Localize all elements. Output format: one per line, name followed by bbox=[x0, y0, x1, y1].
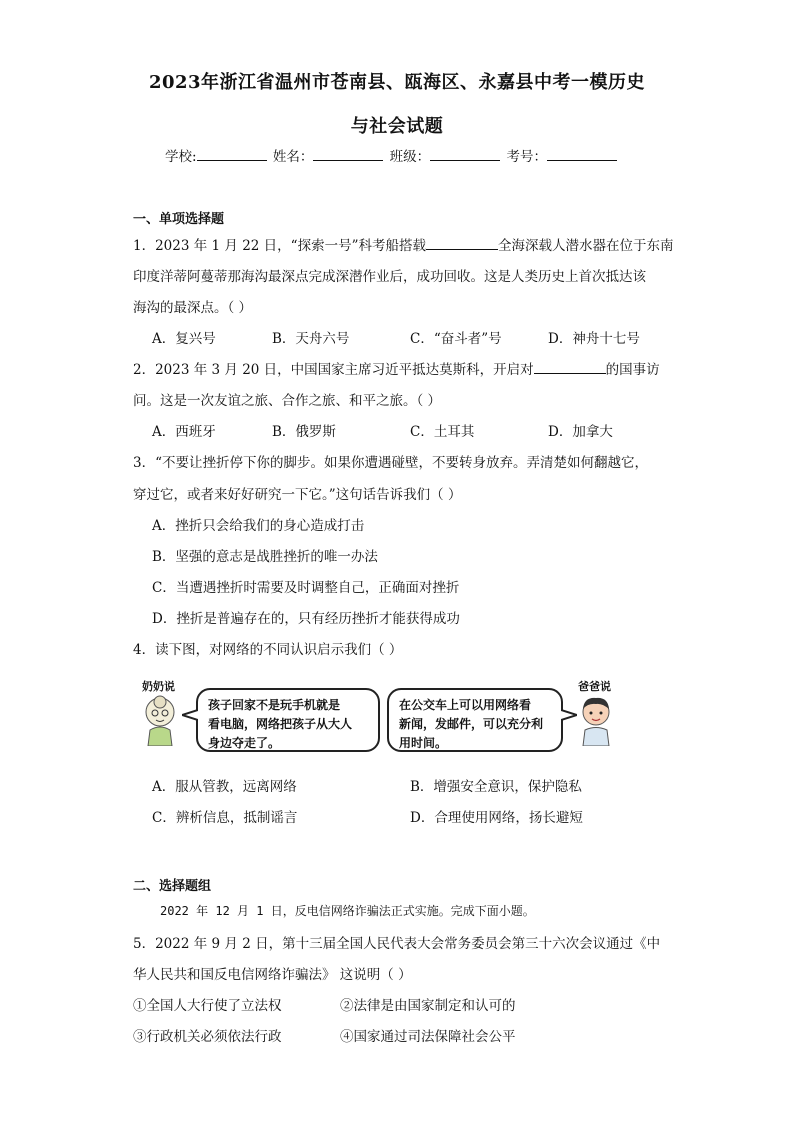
page-title-line1: 2023年浙江省温州市苍南县、瓯海区、永嘉县中考一模历史 bbox=[148, 72, 646, 93]
grandma-avatar-icon bbox=[140, 694, 180, 746]
q5-item-2[interactable]: ②法律是由国家制定和认可的 bbox=[340, 998, 516, 1014]
q1-line3: 海沟的最深点。（ ） bbox=[133, 300, 253, 316]
dad-bubble-line: 用时间。 bbox=[399, 736, 448, 750]
section2-intro: 2022 年 12 月 1 日，反电信网络诈骗法正式实施。完成下面小题。 bbox=[160, 904, 535, 918]
dad-speech-bubble bbox=[387, 688, 563, 752]
exam-no-blank[interactable] bbox=[547, 146, 617, 161]
dad-bubble-line: 在公交车上可以用网络看 bbox=[399, 698, 532, 712]
dad-bubble-tail bbox=[561, 708, 577, 722]
exam-no-label: 考号： bbox=[506, 149, 547, 165]
class-label: 班级： bbox=[389, 149, 431, 165]
q1-blank bbox=[426, 235, 498, 250]
q1-text-a: 1．2023 年 1 月 22 日，“探索一号”科考船搭载 bbox=[133, 238, 426, 254]
section2-heading: 二、选择题组 bbox=[133, 879, 212, 894]
q4-option-b[interactable]: B．增强安全意识，保护隐私 bbox=[410, 779, 582, 795]
q3-option-b[interactable]: B．坚强的意志是战胜挫折的唯一办法 bbox=[152, 549, 378, 565]
school-blank[interactable] bbox=[197, 146, 267, 161]
name-label: 姓名： bbox=[272, 149, 314, 165]
q3-option-c[interactable]: C．当遭遇挫折时需要及时调整自己，正确面对挫折 bbox=[152, 580, 460, 596]
section1-heading: 一、单项选择题 bbox=[133, 212, 225, 227]
grandma-bubble-line: 孩子回家不是玩手机就是 bbox=[208, 698, 341, 712]
q2-option-b[interactable]: B．俄罗斯 bbox=[272, 424, 336, 440]
q3-option-d[interactable]: D．挫折是普遍存在的，只有经历挫折才能获得成功 bbox=[152, 611, 460, 627]
q5-item-1[interactable]: ①全国人大行使了立法权 bbox=[133, 998, 282, 1014]
q2-text-a: 2．2023 年 3 月 20 日，中国国家主席习近平抵达莫斯科，开启对 bbox=[133, 362, 534, 378]
name-blank[interactable] bbox=[313, 146, 383, 161]
q1-option-a[interactable]: A．复兴号 bbox=[152, 331, 216, 347]
q4-line1: 4．读下图，对网络的不同认识启示我们（ ） bbox=[133, 642, 403, 658]
q2-text-b: 的国事访 bbox=[605, 362, 660, 378]
page-title-line2: 与社会试题 bbox=[350, 116, 444, 137]
class-blank[interactable] bbox=[430, 146, 500, 161]
q4-option-d[interactable]: D．合理使用网络，扬长避短 bbox=[410, 810, 583, 826]
q2-blank bbox=[534, 359, 606, 374]
q5-line2: 华人民共和国反电信网络诈骗法》 这说明（ ） bbox=[133, 967, 412, 983]
q4-option-c[interactable]: C．辨析信息，抵制谣言 bbox=[152, 810, 298, 826]
dad-bubble-line: 新闻，发邮件，可以充分利 bbox=[399, 717, 544, 731]
q3-line2: 穿过它，或者来好好研究一下它。”这句话告诉我们（ ） bbox=[133, 487, 462, 503]
q2-option-c[interactable]: C．土耳其 bbox=[410, 424, 475, 440]
student-info-row bbox=[165, 145, 619, 165]
q3-option-a[interactable]: A．挫折只会给我们的身心造成打击 bbox=[152, 518, 365, 534]
q2-line2: 问。这是一次友谊之旅、合作之旅、和平之旅。（ ） bbox=[133, 393, 442, 409]
q1-option-b[interactable]: B．天舟六号 bbox=[272, 331, 350, 347]
grandma-bubble-line: 看电脑，网络把孩子从大人 bbox=[208, 717, 353, 731]
q2-option-d[interactable]: D．加拿大 bbox=[548, 424, 613, 440]
q1-option-d[interactable]: D．神舟十七号 bbox=[548, 331, 640, 347]
q1-line1 bbox=[133, 234, 673, 254]
q1-text-b: 全海深载人潜水器在位于东南 bbox=[497, 238, 674, 254]
grandma-speech-bubble bbox=[196, 688, 380, 752]
q5-item-4[interactable]: ④国家通过司法保障社会公平 bbox=[340, 1029, 516, 1045]
grandma-bubble-line: 身边夺走了。 bbox=[208, 736, 281, 750]
q5-item-3[interactable]: ③行政机关必须依法行政 bbox=[133, 1029, 282, 1045]
q2-line1 bbox=[133, 358, 660, 378]
q1-option-c[interactable]: C．“奋斗者”号 bbox=[410, 331, 502, 347]
q1-line2: 印度洋蒂阿蔓蒂那海沟最深点完成深潜作业后，成功回收。这是人类历史上首次抵达该 bbox=[133, 269, 646, 285]
q2-option-a[interactable]: A．西班牙 bbox=[152, 424, 216, 440]
grandma-label: 奶奶说 bbox=[142, 680, 175, 693]
q5-line1: 5．2022 年 9 月 2 日，第十三届全国人民代表大会常务委员会第三十六次会议通过《中 bbox=[133, 936, 661, 952]
dad-label: 爸爸说 bbox=[578, 680, 611, 693]
grandma-bubble-tail bbox=[182, 708, 198, 722]
q3-line1: 3．“不要让挫折停下你的脚步。如果你遭遇碰壁，不要转身放弃。弄清楚如何翻越它， bbox=[133, 455, 648, 471]
q4-option-a[interactable]: A．服从管教，远离网络 bbox=[152, 779, 297, 795]
dad-avatar-icon bbox=[576, 694, 616, 746]
school-label: 学校: bbox=[165, 149, 197, 165]
